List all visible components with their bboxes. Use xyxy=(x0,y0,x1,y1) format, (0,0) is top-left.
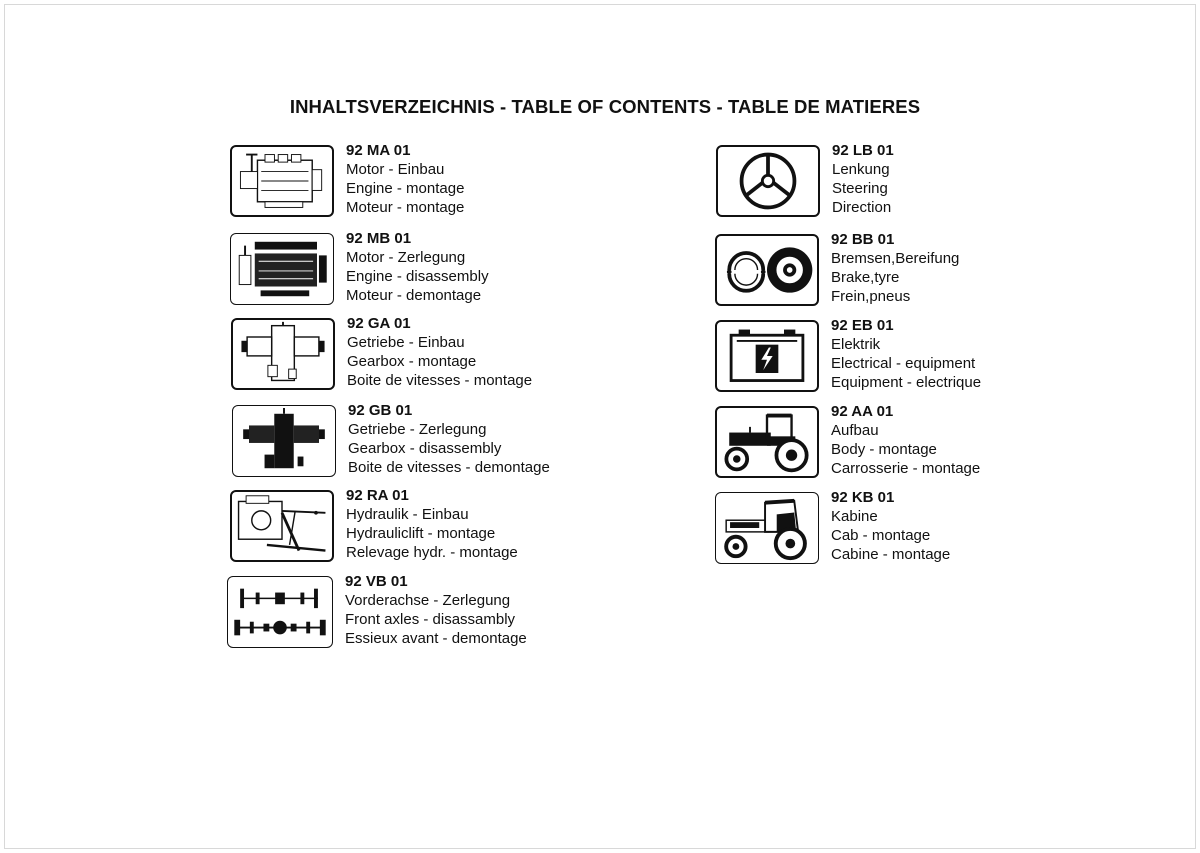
steering-wheel-icon xyxy=(716,145,820,217)
label-de: Getriebe - Zerlegung xyxy=(348,421,487,438)
label-fr: Boite de vitesses - demontage xyxy=(348,459,550,476)
toc-entry-text xyxy=(832,141,894,217)
label-de: Elektrik xyxy=(831,336,881,353)
label-de: Motor - Zerlegung xyxy=(346,249,466,266)
label-fr: Boite de vitesses - montage xyxy=(347,372,533,389)
toc-entry-text xyxy=(345,572,527,648)
label-fr: Essieux avant - demontage xyxy=(345,630,527,647)
toc-entry-text xyxy=(831,402,980,478)
label-de: Hydraulik - Einbau xyxy=(346,506,469,523)
page-title: INHALTSVERZEICHNIS - TABLE OF CONTENTS - TABLE DE MATIERES xyxy=(289,96,921,117)
label-en: Engine - montage xyxy=(346,180,465,197)
section-code: 92 BB 01 xyxy=(831,231,895,248)
front-axle-icon xyxy=(227,576,333,648)
section-code: 92 MA 01 xyxy=(346,142,411,159)
section-code: 92 AA 01 xyxy=(831,403,894,420)
label-fr: Frein,pneus xyxy=(831,288,911,305)
section-code: 92 LB 01 xyxy=(832,142,894,159)
gearbox-exploded-icon xyxy=(232,405,336,477)
label-en: Cab - montage xyxy=(831,527,931,544)
label-en: Brake,tyre xyxy=(831,269,900,286)
label-de: Vorderachse - Zerlegung xyxy=(345,592,511,609)
label-fr: Direction xyxy=(832,199,892,216)
label-de: Lenkung xyxy=(832,161,890,178)
toc-entry-text xyxy=(831,488,950,564)
label-fr: Equipment - electrique xyxy=(831,374,982,391)
gearbox-icon xyxy=(231,318,335,390)
toc-entry-text xyxy=(831,316,981,392)
tractor-icon xyxy=(715,406,819,478)
toc-entry-text xyxy=(346,229,489,305)
toc-entry-text xyxy=(346,486,518,562)
label-fr: Moteur - demontage xyxy=(346,287,482,304)
label-fr: Relevage hydr. - montage xyxy=(346,544,518,561)
label-en: Gearbox - disassembly xyxy=(348,440,502,457)
label-de: Bremsen,Bereifung xyxy=(831,250,960,267)
section-code: 92 VB 01 xyxy=(345,573,408,590)
label-de: Aufbau xyxy=(831,422,879,439)
label-en: Body - montage xyxy=(831,441,937,458)
toc-entry-text xyxy=(348,401,550,477)
label-en: Steering xyxy=(832,180,888,197)
hydraulic-lift-icon xyxy=(230,490,334,562)
label-de: Getriebe - Einbau xyxy=(347,334,465,351)
label-fr: Carrosserie - montage xyxy=(831,460,981,477)
engine-icon xyxy=(230,145,334,217)
section-code: 92 GB 01 xyxy=(348,402,413,419)
section-code: 92 MB 01 xyxy=(346,230,412,247)
section-code: 92 GA 01 xyxy=(347,315,411,332)
toc-entry-text xyxy=(347,314,532,390)
label-en: Engine - disassembly xyxy=(346,268,489,285)
label-en: Hydrauliclift - montage xyxy=(346,525,496,542)
label-en: Front axles - disassambly xyxy=(345,611,516,628)
section-code: 92 EB 01 xyxy=(831,317,894,334)
label-en: Electrical - equipment xyxy=(831,355,976,372)
label-de: Kabine xyxy=(831,508,878,525)
label-fr: Moteur - montage xyxy=(346,199,465,216)
tractor-cab-icon xyxy=(715,492,819,564)
section-code: 92 KB 01 xyxy=(831,489,895,506)
toc-entry-text xyxy=(831,230,959,306)
toc-entry-text xyxy=(346,141,464,217)
label-en: Gearbox - montage xyxy=(347,353,477,370)
engine-exploded-icon xyxy=(230,233,334,305)
brake-tyre-icon xyxy=(715,234,819,306)
section-code: 92 RA 01 xyxy=(346,487,409,504)
battery-icon xyxy=(715,320,819,392)
page-frame xyxy=(4,4,1196,849)
label-fr: Cabine - montage xyxy=(831,546,951,563)
label-de: Motor - Einbau xyxy=(346,161,445,178)
